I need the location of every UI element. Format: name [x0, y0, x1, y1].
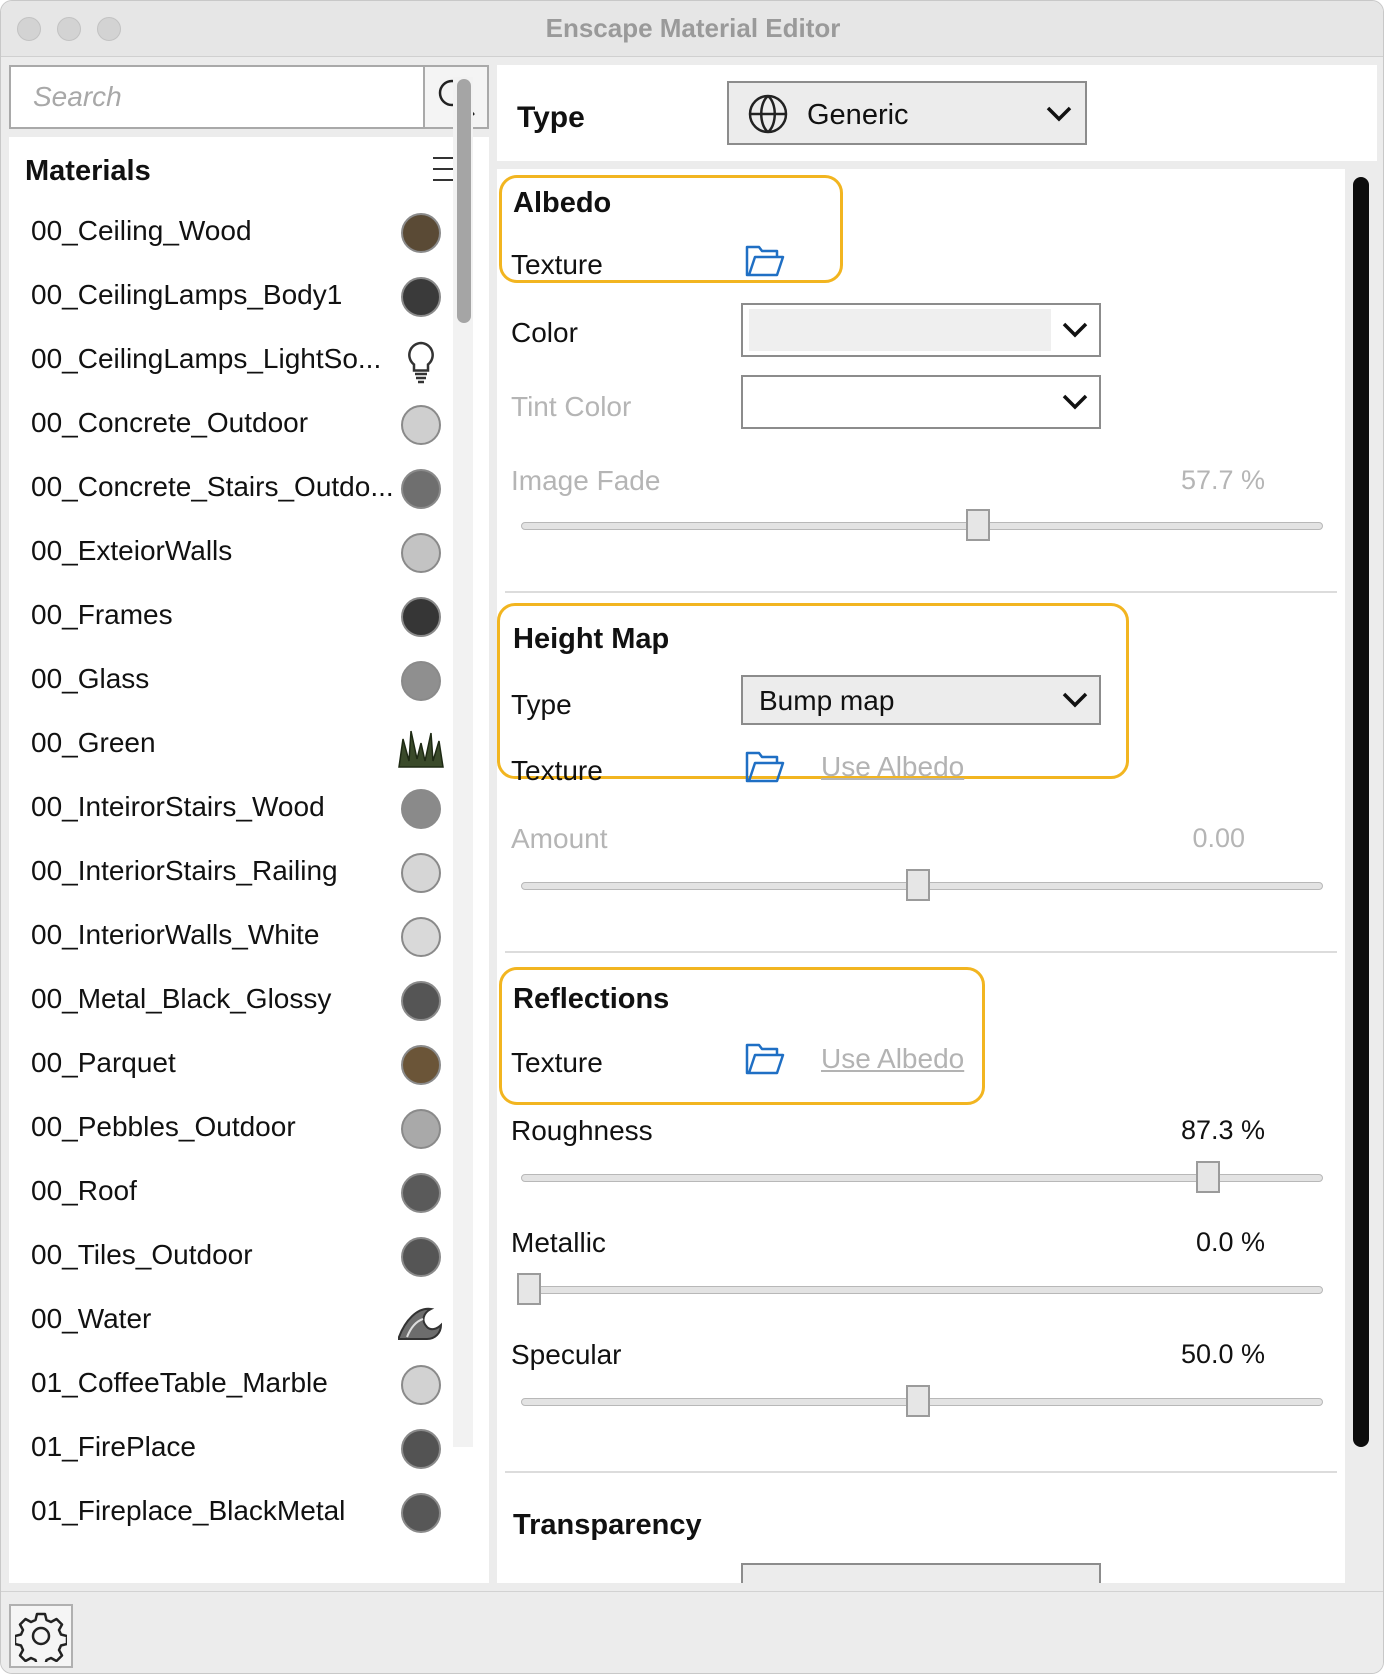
amount-value: 0.00	[1192, 823, 1245, 853]
tint-color-label: Tint Color	[511, 391, 632, 422]
gear-icon	[15, 1610, 67, 1662]
material-swatch	[401, 1429, 441, 1469]
reflections-title: Reflections	[513, 983, 670, 1015]
list-item[interactable]	[9, 393, 457, 457]
grass-icon	[397, 721, 445, 769]
list-item[interactable]	[9, 1417, 457, 1481]
material-name: 00_ExteiorWalls	[31, 535, 233, 566]
albedo-texture-label: Texture	[511, 249, 603, 280]
material-swatch	[401, 1365, 441, 1405]
metallic-slider[interactable]	[521, 1286, 1323, 1294]
globe-icon	[747, 93, 789, 135]
material-name: 00_Water	[31, 1303, 152, 1334]
list-item[interactable]	[9, 329, 457, 393]
list-item[interactable]	[9, 1225, 457, 1289]
image-fade-slider-thumb[interactable]	[966, 509, 990, 541]
material-swatch	[401, 1237, 441, 1277]
material-name: 00_Metal_Black_Glossy	[31, 983, 332, 1014]
list-item[interactable]	[9, 1289, 457, 1353]
list-item[interactable]	[9, 1353, 457, 1417]
reflections-texture-label: Texture	[511, 1047, 603, 1078]
amount-slider-thumb[interactable]	[906, 869, 930, 901]
material-swatch	[401, 405, 441, 445]
list-item[interactable]	[9, 969, 457, 1033]
specular-value: 50.0 %	[1180, 1339, 1265, 1369]
material-swatch	[401, 277, 441, 317]
list-item[interactable]	[9, 585, 457, 649]
albedo-title: Albedo	[513, 187, 612, 219]
material-name: 00_Ceiling_Wood	[31, 215, 252, 246]
image-fade-slider[interactable]	[521, 522, 1323, 530]
specular-label: Specular	[511, 1339, 622, 1370]
window-title: Enscape Material Editor	[545, 13, 841, 43]
list-item[interactable]	[9, 649, 457, 713]
materials-list	[9, 201, 457, 1545]
section-divider	[505, 1471, 1337, 1473]
roughness-slider-thumb[interactable]	[1196, 1161, 1220, 1193]
folder-icon[interactable]	[745, 243, 785, 279]
roughness-label: Roughness	[511, 1115, 653, 1146]
material-name: 00_InteirorStairs_Wood	[31, 791, 325, 822]
height-map-type-value: Bump map	[759, 685, 895, 716]
materials-header: Materials	[25, 155, 151, 187]
material-name: 00_InteriorStairs_Railing	[31, 855, 338, 886]
metallic-slider-thumb[interactable]	[517, 1273, 541, 1305]
folder-icon[interactable]	[745, 749, 785, 785]
material-name: 00_Concrete_Outdoor	[31, 407, 309, 438]
material-name: 00_Parquet	[31, 1047, 176, 1078]
list-item[interactable]	[9, 457, 457, 521]
chevron-down-icon	[1061, 691, 1089, 709]
albedo-color-picker[interactable]	[741, 303, 1101, 357]
material-name: 01_CoffeeTable_Marble	[31, 1367, 328, 1398]
properties-scrollbar[interactable]	[1353, 177, 1369, 1447]
material-swatch	[401, 981, 441, 1021]
material-name: 00_Roof	[31, 1175, 137, 1206]
material-swatch	[401, 533, 441, 573]
search-input[interactable]	[11, 67, 423, 127]
tint-color-picker[interactable]	[741, 375, 1101, 429]
material-name: 00_CeilingLamps_Body1	[31, 279, 343, 310]
material-swatch	[401, 597, 441, 637]
metallic-value: 0.0 %	[1195, 1227, 1265, 1257]
chevron-down-icon	[1045, 105, 1073, 123]
material-swatch	[401, 1173, 441, 1213]
list-item[interactable]	[9, 905, 457, 969]
transparency-title: Transparency	[513, 1509, 702, 1541]
height-map-type-label: Type	[511, 689, 572, 720]
metallic-label: Metallic	[511, 1227, 606, 1258]
list-item[interactable]	[9, 1161, 457, 1225]
height-map-use-albedo-link[interactable]: Use Albedo	[821, 751, 965, 782]
height-map-title: Height Map	[513, 623, 670, 655]
section-divider	[505, 951, 1337, 953]
material-name: 00_Tiles_Outdoor	[31, 1239, 253, 1270]
chevron-down-icon	[1061, 393, 1089, 411]
reflections-use-albedo-link[interactable]: Use Albedo	[821, 1043, 965, 1074]
material-swatch	[401, 661, 441, 701]
material-name: 00_Glass	[31, 663, 150, 694]
material-name: 00_CeilingLamps_LightSo...	[31, 343, 382, 374]
material-swatch	[401, 213, 441, 253]
material-swatch	[401, 853, 441, 893]
material-swatch	[401, 917, 441, 957]
type-label: Type	[517, 101, 585, 134]
list-item[interactable]	[9, 201, 457, 265]
title-bar	[1, 1, 1384, 57]
image-fade-label: Image Fade	[511, 465, 661, 496]
section-divider	[505, 591, 1337, 593]
specular-slider-thumb[interactable]	[906, 1385, 930, 1417]
material-swatch	[401, 1493, 441, 1533]
material-swatch	[401, 1109, 441, 1149]
height-map-texture-label: Texture	[511, 755, 603, 786]
type-row	[497, 65, 1377, 161]
folder-icon[interactable]	[745, 1041, 785, 1077]
albedo-color-label: Color	[511, 317, 578, 348]
materials-panel	[9, 137, 489, 1583]
list-item[interactable]	[9, 777, 457, 841]
roughness-value: 87.3 %	[1180, 1115, 1265, 1145]
color-preview	[749, 309, 1051, 351]
list-item[interactable]	[9, 265, 457, 329]
image-fade-value: 57.7 %	[1180, 465, 1265, 495]
material-swatch	[401, 469, 441, 509]
lightbulb-icon	[397, 337, 445, 385]
water-icon	[397, 1297, 445, 1345]
list-item[interactable]	[9, 713, 457, 777]
materials-scrollbar[interactable]	[457, 79, 471, 323]
search-box	[9, 65, 425, 129]
material-name: 00_Green	[31, 727, 156, 758]
chevron-down-icon	[1061, 321, 1089, 339]
material-type-value: Generic	[807, 99, 909, 131]
amount-label: Amount	[511, 823, 608, 854]
material-name: 00_Frames	[31, 599, 173, 630]
list-item[interactable]	[9, 1033, 457, 1097]
material-swatch	[401, 789, 441, 829]
material-swatch	[401, 1045, 441, 1085]
material-name: 00_InteriorWalls_White	[31, 919, 320, 950]
list-item[interactable]	[9, 1097, 457, 1161]
material-name: 01_FirePlace	[31, 1431, 196, 1462]
bottom-bar	[1, 1591, 1384, 1674]
material-name: 00_Pebbles_Outdoor	[31, 1111, 296, 1142]
material-name: 01_Fireplace_BlackMetal	[31, 1495, 346, 1526]
list-item[interactable]	[9, 521, 457, 585]
material-name: 00_Concrete_Stairs_Outdo...	[31, 471, 394, 502]
list-item[interactable]	[9, 841, 457, 905]
height-map-type-dropdown[interactable]	[741, 675, 1101, 725]
material-properties-panel	[497, 169, 1345, 1583]
settings-button[interactable]	[9, 1604, 73, 1668]
material-type-dropdown[interactable]	[727, 81, 1087, 145]
transparency-type-dropdown[interactable]	[741, 1563, 1101, 1583]
list-item[interactable]	[9, 1481, 457, 1545]
